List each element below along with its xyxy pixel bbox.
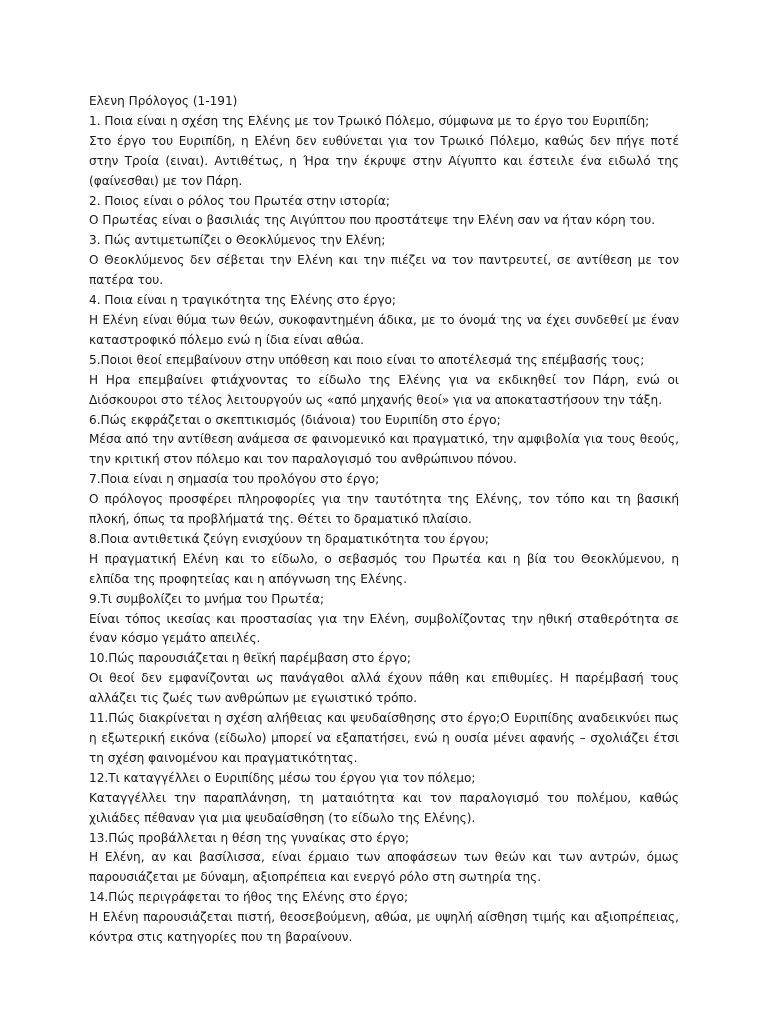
qa-item-12 [89,769,679,829]
question-6: 6.Πώς εκφράζεται ο σκεπτικισμός (διάνοια) του Ευριπίδη στο έργο; [89,412,501,427]
answer-13: Η Ελένη, αν και βασίλισσα, είναι έρμαιο των αποφάσεων των θεών και των αντρών, όμως παρουσιάζεται με δύναμη, αξιοπρέπεια και ενεργό ρόλο στη σωτηρία της. [89,850,679,885]
qa-item-10 [89,649,679,709]
qa-item-7 [89,470,679,530]
question-14: 14.Πώς περιγράφεται το ήθος της Ελένης στο έργο; [89,890,409,905]
qa-item-14 [89,888,679,948]
answer-5: Η Ηρα επεμβαίνει φτιάχνοντας το είδωλο της Ελένης για να εκδικηθεί τον Πάρη, ενώ οι Διόσκουροι στο τέλος λειτουργούν ως «από μηχανής θεοί» για να αποκαταστήσουν την τάξη. [89,372,679,407]
answer-8: Η πραγματική Ελένη και το είδωλο, ο σεβασμός του Πρωτέα και η βία του Θεοκλύμενου, η ελπίδα της προφητείας και η απόγνωση της Ελένης. [89,551,679,586]
answer-3: Ο Θεοκλύμενος δεν σέβεται την Ελένη και την πιέζει να τον παντρευτεί, σε αντίθεση με τον πατέρα του. [89,253,679,288]
question-2: 2. Ποιος είναι ο ρόλος του Πρωτέα στην ιστορία; [89,193,390,208]
qa-item-11 [89,709,679,769]
answer-10: Οι θεοί δεν εμφανίζονται ως πανάγαθοι αλλά έχουν πάθη και επιθυμίες. Η παρέμβασή τους αλλάζει τις ζωές των ανθρώπων με εγωιστικό τρόπο. [89,671,679,706]
question-7: 7.Ποια είναι η σημασία του προλόγου στο έργο; [89,472,380,487]
qa-item-6 [89,411,679,471]
qa-item-5 [89,351,679,411]
answer-1: Στο έργο του Ευριπίδη, η Ελένη δεν ευθύνεται για τον Τρωικό Πόλεμο, καθώς δεν πήγε ποτέ στην Τροία (ειναι). Αντιθέτως, η Ήρα την έκρυψε στην Αίγυπτο και έστειλε ένα ειδωλό της (φαίνεσθαι) με τον Πάρη. [89,133,679,188]
question-3: 3. Πώς αντιμετωπίζει ο Θεοκλύμενος την Ελένη; [89,233,386,248]
qa-item-13 [89,829,679,889]
qa-item-1 [89,112,679,192]
qa-item-9 [89,590,679,650]
answer-2: Ο Πρωτέας είναι ο βασιλιάς της Αιγύπτου που προστάτεψε την Ελένη σαν να ήταν κόρη του. [89,213,656,228]
question-13: 13.Πώς προβάλλεται η θέση της γυναίκας στο έργο; [89,830,410,845]
question-12: 12.Τι καταγγέλλει ο Ευριπίδης μέσω του έργου για τον πόλεμο; [89,770,476,785]
question-10: 10.Πώς παρουσιάζεται η θεϊκή παρέμβαση στο έργο; [89,651,411,666]
document-page [89,92,679,948]
qa-item-3 [89,231,679,291]
question-8: 8.Ποια αντιθετικά ζεύγη ενισχύουν τη δραματικότητα του έργου; [89,531,489,546]
document-title: Ελενη Πρόλογος (1-191) [89,94,238,108]
question-5: 5.Ποιοι θεοί επεμβαίνουν στην υπόθεση και ποιο είναι το αποτέλεσμά της επέμβασής τους; [89,352,645,367]
question-1: 1. Ποια είναι η σχέση της Ελένης με τον Τρωικό Πόλεμο, σύμφωνα με το έργο του Ευριπίδη; [89,113,650,128]
answer-9: Είναι τόπος ικεσίας και προστασίας για την Ελένη, συμβολίζοντας την ηθική σταθερότητα σε έναν κόσμο γεμάτο απειλές. [89,611,679,646]
question-9: 9.Τι συμβολίζει το μνήμα του Πρωτέα; [89,591,325,606]
answer-4: Η Ελένη είναι θύμα των θεών, συκοφαντημένη άδικα, με το όνομά της να έχει συνδεθεί με έναν καταστροφικό πόλεμο ενώ η ίδια είναι αθώα. [89,312,679,347]
qa-item-8 [89,530,679,590]
qa-item-2 [89,192,679,232]
question-4: 4. Ποια είναι η τραγικότητα της Ελένης στο έργο; [89,293,396,308]
answer-14: Η Ελένη παρουσιάζεται πιστή, θεοσεβούμενη, αθώα, με υψηλή αίσθηση τιμής και αξιοπρέπειας, κόντρα στις κατηγορίες που τη βαραίνουν. [89,910,679,945]
answer-7: Ο πρόλογος προσφέρει πληροφορίες για την ταυτότητα της Ελένης, τον τόπο και τη βασική πλοκή, όπως τα προβλήματά της. Θέτει το δραματικό πλαίσιο. [89,492,679,527]
qa-item-4 [89,291,679,351]
answer-6: Μέσα από την αντίθεση ανάμεσα σε φαινομενικό και πραγματικό, την αμφιβολία για τους θεούς, την κριτική στον πόλεμο και τον παραλογισμό του ανθρώπινου πόνου. [89,432,679,467]
answer-11: 11.Πώς διακρίνεται η σχέση αλήθειας και ψευδαίσθησης στο έργο;Ο Ευριπίδης αναδεικνύει πως η εξωτερική εικόνα (είδωλο) μπορεί να εξαπατήσει, ενώ η ουσία μένει αφανής – σχολιάζει έτσι τη σχέση φαινομένου και πραγματικότητας. [89,711,679,765]
answer-12: Καταγγέλλει την παραπλάνηση, τη ματαιότητα και τον παραλογισμό του πολέμου, καθώς χιλιάδες πέθαναν για μια ψευδαίσθηση (το είδωλο της Ελένης). [89,790,679,825]
